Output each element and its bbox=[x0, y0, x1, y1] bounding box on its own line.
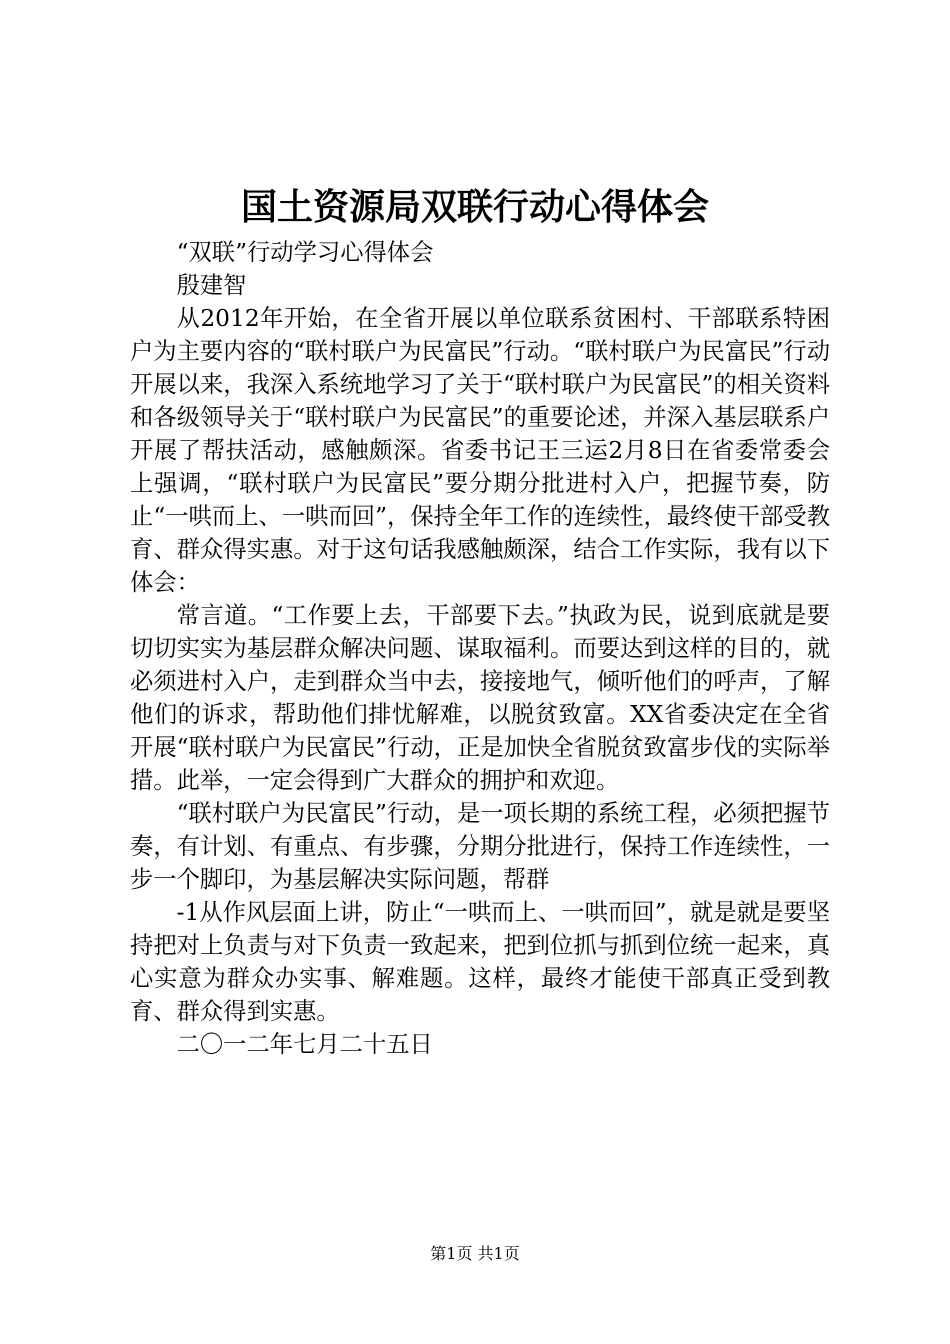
document-title: 国土资源局双联行动心得体会 bbox=[240, 186, 709, 228]
document-date: 二〇一二年七月二十五日 bbox=[176, 1031, 433, 1058]
page-footer: 第1页 共1页 bbox=[430, 1244, 520, 1263]
author: 殷建智 bbox=[176, 272, 247, 299]
paragraph-work-style: -1从作风层面上讲，防止“一哄而上、一哄而回”，就是就是要坚持把对上负责与对下负责一致起来，把到位抓与抓到位统一起来，真心实意为群众办实事、解难题。这样，最终才能使干部真正受到教育、群众得到实惠。 bbox=[130, 899, 830, 1025]
paragraph-saying: 常言道。“工作要上去，干部要下去。”执政为民，说到底就是要切切实实为基层群众解决问题、谋取福利。而要达到这样的目的，就必须进村入户，走到群众当中去，接接地气，倾听他们的呼声，了解他们的诉求，帮助他们排忧解难，以脱贫致富。XX省委决定在全省开展“联村联户为民富民”行动，正是加快全省脱贫致富步伐的实际举措。此举，一定会得到广大群众的拥护和欢迎。 bbox=[130, 602, 830, 794]
subtitle: “双联”行动学习心得体会 bbox=[176, 239, 434, 266]
document-body bbox=[130, 236, 830, 1061]
paragraph-intro: 从2012年开始，在全省开展以单位联系贫困村、干部联系特困户为主要内容的“联村联户为民富民”行动。“联村联户为民富民”行动开展以来，我深入系统地学习了关于“联村联户为民富民”的相关资料和各级领导关于“联村联户为民富民”的重要论述，并深入基层联系户开展了帮扶活动，感触颇深。省委书记王三运2月8日在省委常委会上强调，“联村联户为民富民”要分期分批进村入户，把握节奏，防止“一哄而上、一哄而回”，保持全年工作的连续性，最终使干部受教育、群众得实惠。对于这句话我感触颇深，结合工作实际，我有以下体会： bbox=[130, 305, 830, 596]
paragraph-long-term: “联村联户为民富民”行动，是一项长期的系统工程，必须把握节奏，有计划、有重点、有步骤，分期分批进行，保持工作连续性，一步一个脚印，为基层解决实际问题，帮群 bbox=[130, 800, 830, 893]
